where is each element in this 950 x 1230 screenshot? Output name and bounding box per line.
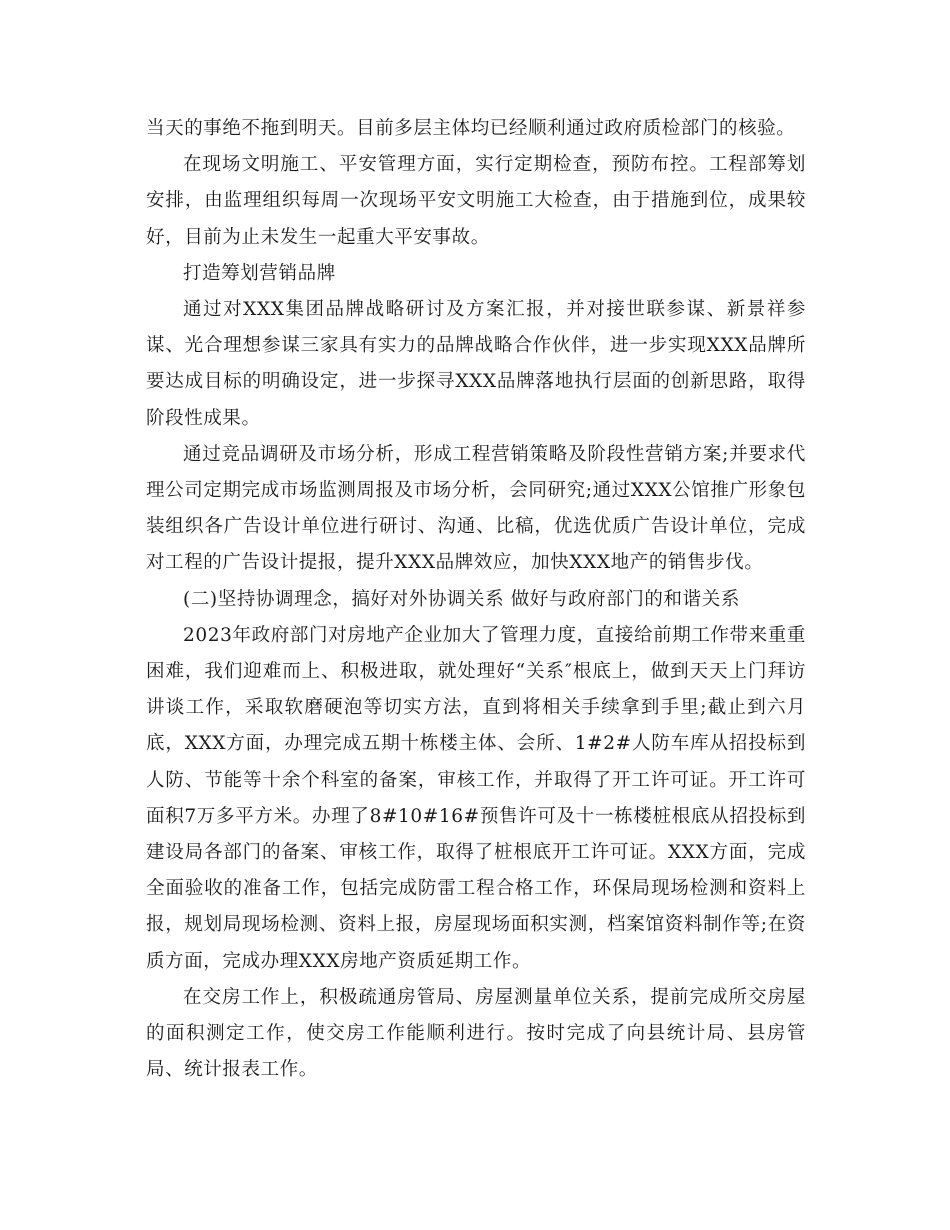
section-heading: (二)坚持协调理念，搞好对外协调关系 做好与政府部门的和谐关系 bbox=[183, 588, 740, 610]
paragraph: 通过竞品调研及市场分析，形成工程营销策略及阶段性营销方案;并要求代理公司定期完成市场监测周报及市场分析，会同研究;通过XXX公馆推广形象包装组织各广告设计单位进行研讨、沟通、比稿，优选优质广告设计单位，完成对工程的广告设计提报，提升XXX品牌效应，加快XXX地产的销售步伐。 bbox=[146, 443, 806, 574]
paragraph: 在现场文明施工、平安管理方面，实行定期检查，预防布控。工程部筹划安排，由监理组织每周一次现场平安文明施工大检查，由于措施到位，成果较好，目前为止未发生一起重大平安事故。 bbox=[146, 154, 806, 248]
section-heading: 打造筹划营销品牌 bbox=[183, 262, 336, 284]
document-body bbox=[146, 111, 806, 1088]
paragraph: 当天的事绝不拖到明天。目前多层主体均已经顺利通过政府质检部门的核验。 bbox=[146, 118, 796, 139]
paragraph: 在交房工作上，积极疏通房管局、房屋测量单位关系，提前完成所交房屋的面积测定工作，使交房工作能顺利进行。按时完成了向县统计局、县房管局、统计报表工作。 bbox=[146, 986, 806, 1081]
paragraph: 2023年政府部门对房地产企业加大了管理力度，直接给前期工作带来重重困难，我们迎难而上、积极进取，就处理好“关系″根底上，做到天天上门拜访讲谈工作，采取软磨硬泡等切实方法，直到将相关手续拿到手里;截止到六月底，XXX方面，办理完成五期十栋楼主体、会所、1#2#人防车库从招投标到人防、节能等十余个科室的备案，审核工作，并取得了开工许可证。开工许可面积7万多平方米。办理了8#10#16#预售许可及十一栋楼桩根底从招投标到建设局各部门的备案、审核工作，取得了桩根底开工许可证。XXX方面，完成全面验收的准备工作，包括完成防雷工程合格工作，环保局现场检测和资料上报，规划局现场检测、资料上报，房屋现场面积实测，档案馆资料制作等;在资质方面，完成办理XXX房地产资质延期工作。 bbox=[146, 624, 806, 972]
paragraph: 通过对XXX集团品牌战略研讨及方案汇报，并对接世联参谋、新景祥参谋、光合理想参谋三家具有实力的品牌战略合作伙伴，进一步实现XXX品牌所要达成目标的明确设定，进一步探寻XXX品牌落地执行层面的创新思路，取得阶段性成果。 bbox=[146, 299, 806, 429]
